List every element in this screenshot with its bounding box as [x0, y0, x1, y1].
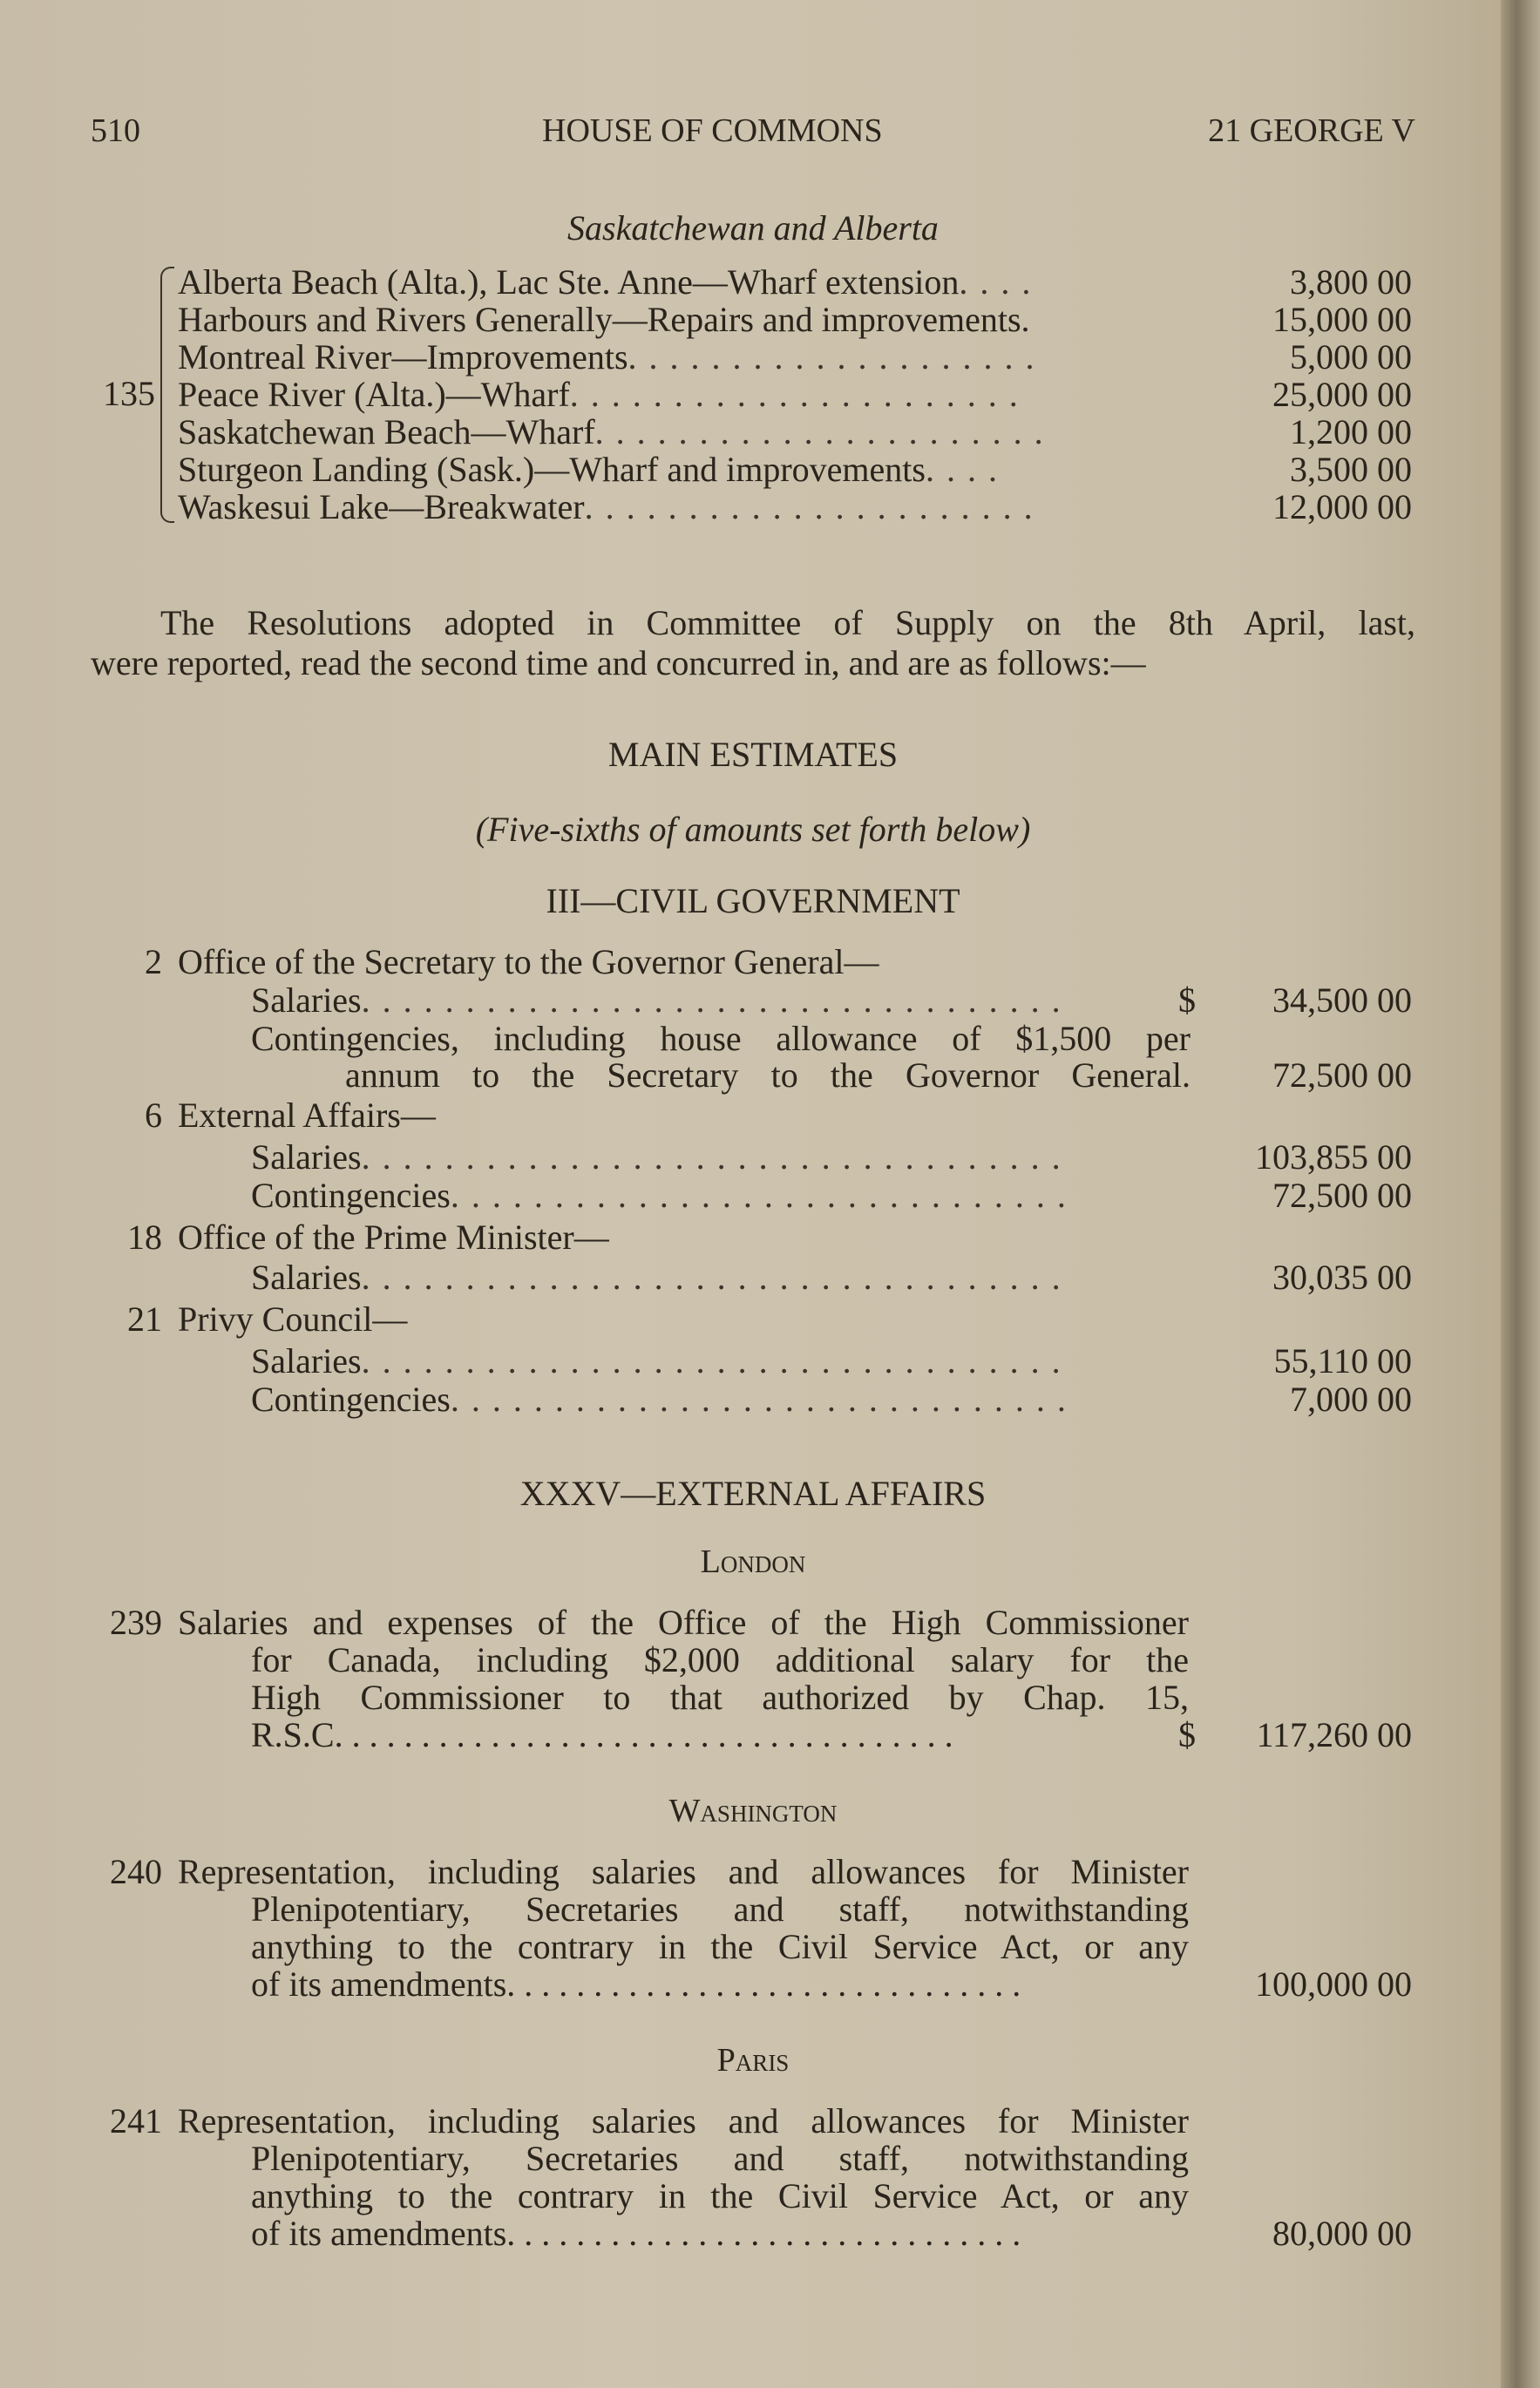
amount-row	[0, 1714, 1482, 1753]
vote-number: 241	[110, 2101, 162, 2140]
entry-line: for Canada, including $2,000 additional salary for the	[251, 1640, 1189, 1679]
entry-line: Plenipotentiary, Secretaries and staff, notwithstanding	[251, 2139, 1189, 2178]
leader-dots: . . . . . . . . . . . . . . . . . . . . . . . . . . . . . .	[450, 1176, 1068, 1215]
dollar-sign: $	[1178, 980, 1196, 1020]
resolution-paragraph	[91, 603, 1415, 683]
leader-dots: . . . . . . . . . . . . . . . . . . . . . . . . . . . . . .	[450, 1380, 1068, 1419]
line-item	[0, 299, 1482, 337]
page-edge	[1501, 0, 1540, 2388]
amount-row	[0, 2213, 1482, 2251]
paragraph-line: The Resolutions adopted in Committee of Supply on the 8th April, last,	[160, 603, 1415, 642]
line-item	[0, 1018, 1482, 1056]
section-heading-saskatchewan: Saskatchewan and Alberta	[567, 208, 939, 248]
item-label: Salaries	[251, 1258, 362, 1297]
vote-title: Office of the Secretary to the Governor General—	[178, 942, 879, 981]
line-item	[0, 1379, 1482, 1417]
main-estimates-subheading: (Five-sixths of amounts set forth below)	[475, 810, 1031, 849]
leader-dots: . . . .	[925, 450, 999, 489]
vote-title-row	[0, 1299, 1482, 1337]
entry-line: anything to the contrary in the Civil Service Act, or any	[251, 2176, 1189, 2215]
leader-dots: . . . . . . . . . . . . . . . . . . . . . . . . . . . . . . . . . . . .	[334, 1715, 953, 1752]
line-item	[0, 374, 1482, 412]
item-label: Harbours and Rivers Generally—Repairs and improvements.	[178, 300, 1030, 339]
entry-line: Plenipotentiary, Secretaries and staff, notwithstanding	[251, 1889, 1189, 1929]
line-item	[0, 1340, 1482, 1379]
leader-dots: . . . . . . . . . . . . . . . . . . . . . .	[569, 375, 1020, 414]
line-item	[0, 261, 1482, 300]
entry-line: anything to the contrary in the Civil Service Act, or any	[251, 1927, 1189, 1966]
line-item	[0, 1136, 1482, 1175]
item-amount: 1,200 00	[1290, 412, 1412, 451]
leader-dots: . . . . . . . . . . . . . . . . . . . . . . . . . . . . . . . . . .	[361, 980, 1062, 1020]
item-amount: 100,000 00	[1255, 1964, 1412, 2004]
line-item	[0, 1257, 1482, 1295]
entry-line: High Commissioner to that authorized by Chap. 15,	[251, 1678, 1189, 1717]
line-item	[0, 1175, 1482, 1213]
external-affairs-heading: XXXV—EXTERNAL AFFAIRS	[519, 1474, 987, 1513]
vote-title: Privy Council—	[178, 1299, 408, 1339]
item-amount: 55,110 00	[1273, 1341, 1412, 1381]
item-label: Contingencies	[251, 1176, 451, 1215]
item-label: Salaries	[251, 980, 362, 1020]
london-heading: London	[700, 1543, 806, 1580]
header-session: 21 GEORGE V	[1208, 112, 1415, 149]
item-label: Salaries	[251, 1341, 362, 1381]
amount-row	[0, 1964, 1482, 2002]
vote-number: 239	[110, 1603, 162, 1642]
vote-title-row	[0, 1095, 1482, 1133]
line-item	[0, 449, 1482, 487]
item-amount: 103,855 00	[1255, 1137, 1412, 1177]
paris-heading: Paris	[716, 2042, 790, 2079]
item-amount: 72,500 00	[1272, 1176, 1412, 1215]
vote-title-row	[0, 1217, 1482, 1255]
leader-dots: . . . . . . . . . . . . . . . . . . . . . . . . . . . . . . . . . .	[361, 1341, 1062, 1381]
header-title: HOUSE OF COMMONS	[542, 112, 883, 149]
line-item	[0, 336, 1482, 375]
civil-government-heading: III—CIVIL GOVERNMENT	[546, 881, 960, 920]
item-label: Sturgeon Landing (Sask.)—Wharf and improvements	[178, 450, 926, 489]
item-label: Alberta Beach (Alta.), Lac Ste. Anne—Wharf extension	[178, 262, 960, 302]
entry-line: Representation, including salaries and allowances for Minister	[178, 1852, 1189, 1891]
item-amount: 3,800 00	[1290, 262, 1412, 302]
vote-title: Office of the Prime Minister—	[178, 1218, 609, 1257]
vote-number: 135	[103, 374, 155, 413]
line-item	[0, 486, 1482, 525]
entry-line: of its amendments	[251, 1964, 507, 2001]
vote-number: 18	[127, 1218, 162, 1257]
item-amount: 72,500 00	[1272, 1055, 1412, 1095]
vote-number: 21	[127, 1299, 162, 1339]
leader-dots: . . . . . . . . . . . . . . . . . . . . . .	[594, 412, 1045, 451]
item-label: annum to the Secretary to the Governor General.	[345, 1055, 1191, 1095]
dollar-sign: $	[1178, 1715, 1196, 1754]
item-label: Peace River (Alta.)—Wharf	[178, 375, 570, 414]
item-label: Montreal River—Improvements	[178, 337, 628, 377]
item-label: Contingencies	[251, 1380, 451, 1419]
item-amount: 15,000 00	[1272, 300, 1412, 339]
vote-title: External Affairs—	[178, 1096, 436, 1135]
item-amount: 34,500 00	[1272, 980, 1412, 1020]
item-amount: 7,000 00	[1290, 1380, 1412, 1419]
running-header	[91, 112, 1415, 155]
leader-dots: . . . . . . . . . . . . . . . . . . . . . . . . . . . . . . . . . .	[361, 1137, 1062, 1177]
line-item	[0, 411, 1482, 450]
leader-dots: . . . . . . . . . . . . . . . . . . . . . .	[584, 487, 1035, 526]
vote-number: 240	[110, 1852, 162, 1891]
item-amount: 25,000 00	[1272, 375, 1412, 414]
entry-line: Salaries and expenses of the Office of the High Commissioner	[178, 1603, 1189, 1642]
leader-dots: . . . . . . . . . . . . . . . . . . . .	[628, 337, 1036, 377]
paragraph-line: were reported, read the second time and concurred in, and are as follows:—	[91, 643, 1146, 682]
line-item	[0, 980, 1482, 1018]
item-amount: 5,000 00	[1290, 337, 1412, 377]
leader-dots: . . . . . . . . . . . . . . . . . . . . . . . . . . . . . . . . . .	[361, 1258, 1062, 1297]
item-label: Contingencies, including house allowance of $1,500 per	[251, 1019, 1191, 1058]
item-amount: 117,260 00	[1256, 1715, 1412, 1754]
entry-line: Representation, including salaries and allowances for Minister	[178, 2101, 1189, 2140]
leader-dots: . . . . . . . . . . . . . . . . . . . . . . . . . . . . . .	[506, 2214, 1021, 2250]
leader-dots: . . . . . . . . . . . . . . . . . . . . . . . . . . . . . .	[506, 1964, 1021, 2001]
vote-number: 6	[145, 1096, 162, 1135]
entry-line: R.S.C	[251, 1715, 335, 1752]
item-label: Saskatchewan Beach—Wharf	[178, 412, 595, 451]
vote-title-row	[0, 941, 1482, 980]
item-label: Salaries	[251, 1137, 362, 1177]
item-label: Waskesui Lake—Breakwater	[178, 487, 585, 526]
item-amount: 3,500 00	[1290, 450, 1412, 489]
main-estimates-heading: MAIN ESTIMATES	[607, 735, 899, 774]
page-number: 510	[91, 112, 140, 149]
leader-dots: . . . .	[959, 262, 1033, 302]
item-amount: 12,000 00	[1272, 487, 1412, 526]
entry-line: of its amendments	[251, 2214, 507, 2250]
item-amount: 80,000 00	[1272, 2214, 1412, 2253]
washington-heading: Washington	[668, 1793, 838, 1829]
vote-number: 2	[145, 942, 162, 981]
item-amount: 30,035 00	[1272, 1258, 1412, 1297]
line-item	[0, 1055, 1482, 1093]
